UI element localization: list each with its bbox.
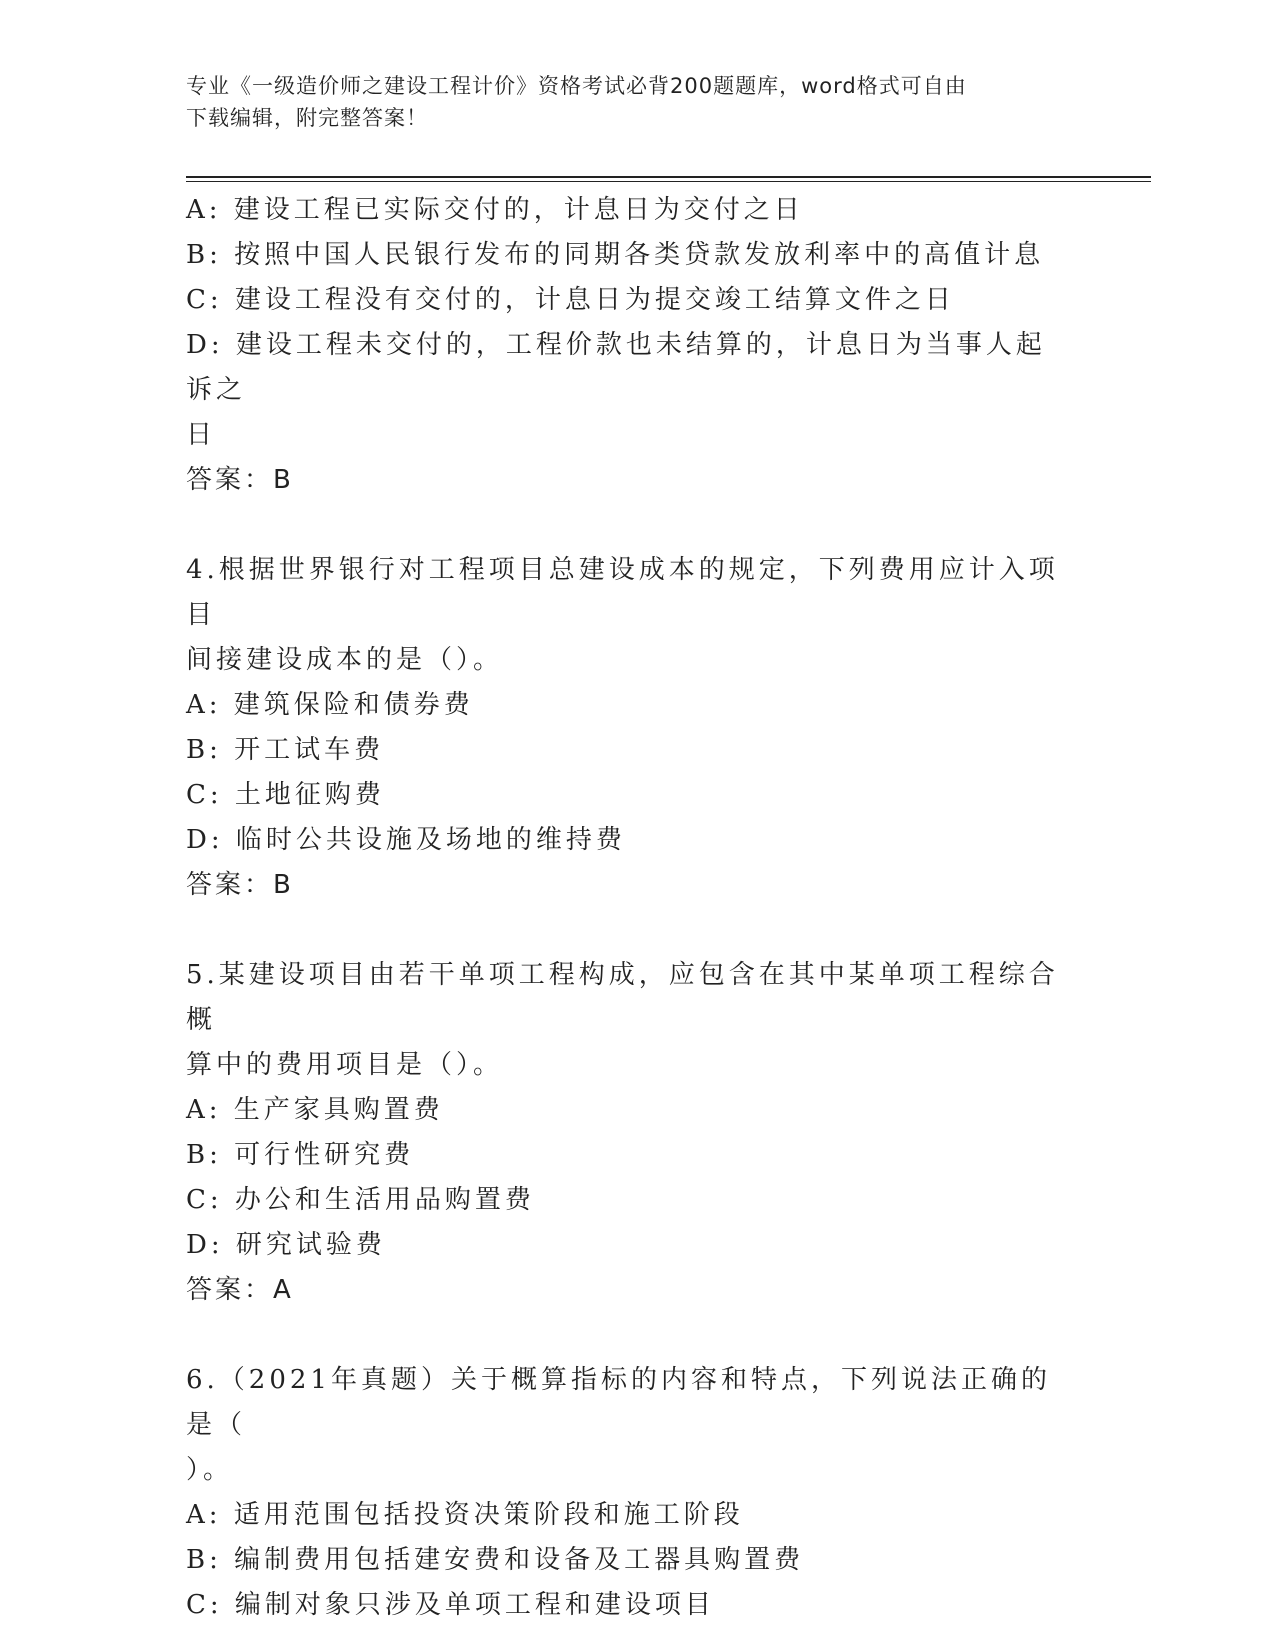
answer: 答案：B	[186, 870, 294, 900]
question-6	[186, 1358, 1066, 1628]
question-5	[186, 953, 1066, 1313]
header-line-2: 下载编辑，附完整答案！	[186, 106, 428, 130]
option-b: B: 编制费用包括建安费和设备及工器具购置费	[186, 1545, 805, 1575]
option-b: B: 开工试车费	[186, 735, 385, 765]
option-c: C: 土地征购费	[186, 780, 385, 810]
option-c: C: 建设工程没有交付的，计息日为提交竣工结算文件之日	[186, 285, 955, 315]
question-stem-line-1: 6.（2021年真题）关于概算指标的内容和特点，下列说法正确的是（	[186, 1365, 1051, 1440]
spacer	[186, 908, 1066, 953]
answer: 答案：B	[186, 465, 294, 495]
option-d: D: 建设工程未交付的，工程价款也未结算的，计息日为当事人起诉之	[186, 330, 1046, 405]
header-divider-thick	[186, 176, 1151, 178]
option-a: A: 建筑保险和债券费	[186, 690, 474, 720]
question-stem-line-1: 5.某建设项目由若干单项工程构成，应包含在其中某单项工程综合概	[186, 960, 1059, 1035]
option-a: A: 建设工程已实际交付的，计息日为交付之日	[186, 195, 804, 225]
option-a: A: 生产家具购置费	[186, 1095, 444, 1125]
document-header	[186, 70, 1066, 134]
spacer	[186, 503, 1066, 548]
spacer	[186, 1313, 1066, 1358]
header-line-1: 专业《一级造价师之建设工程计价》资格考试必背200题题库，word格式可自由	[186, 74, 967, 98]
question-3	[186, 188, 1066, 503]
option-b: B: 可行性研究费	[186, 1140, 415, 1170]
option-b: B: 按照中国人民银行发布的同期各类贷款发放利率中的高值计息	[186, 240, 1045, 270]
question-stem-line-1: 4.根据世界银行对工程项目总建设成本的规定，下列费用应计入项目	[186, 555, 1059, 630]
header-divider-thin	[186, 181, 1151, 182]
option-d: D: 临时公共设施及场地的维持费	[186, 825, 626, 855]
option-a: A: 适用范围包括投资决策阶段和施工阶段	[186, 1500, 744, 1530]
option-c: C: 办公和生活用品购置费	[186, 1185, 535, 1215]
option-d-continuation: 日	[186, 420, 217, 450]
question-stem-line-2: ）。	[186, 1455, 234, 1485]
question-stem-line-2: 间接建设成本的是（）。	[186, 645, 504, 675]
option-c: C: 编制对象只涉及单项工程和建设项目	[186, 1590, 715, 1620]
question-stem-line-2: 算中的费用项目是（）。	[186, 1050, 504, 1080]
question-list	[186, 188, 1066, 1628]
answer: 答案：A	[186, 1275, 294, 1305]
question-4	[186, 548, 1066, 908]
option-d: D: 研究试验费	[186, 1230, 386, 1260]
